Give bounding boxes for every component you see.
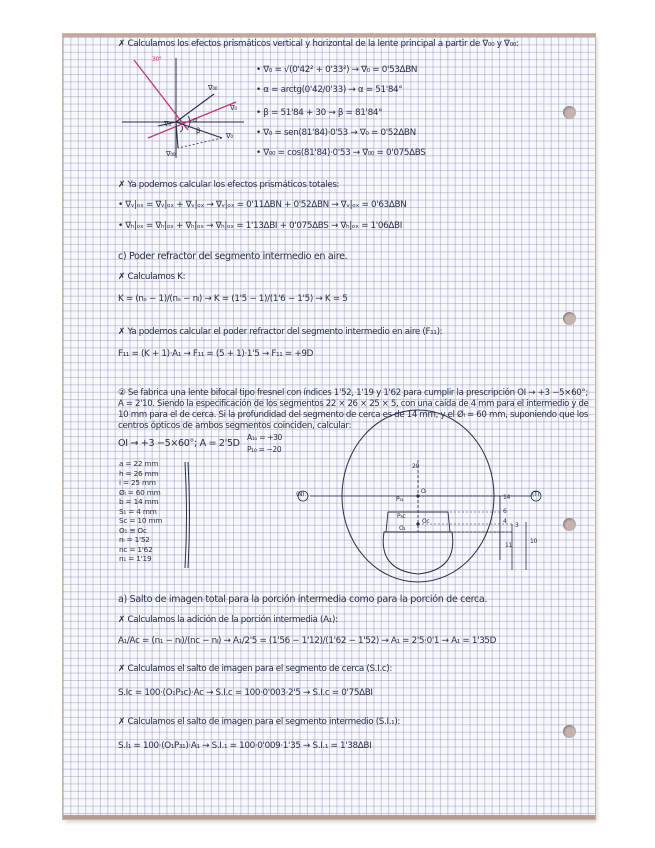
diagram-label: (T): [532, 491, 540, 498]
problem-statement: A = 2'10. Siendo la especificación de los segmentos 22 × 26 × 25 × 5, con una caída de 4 mm para el intermedio y de: [118, 399, 589, 409]
diagram-label: ∇₀₀: [166, 150, 176, 158]
note-line: ✗ Ya podemos calcular los efectos prismáticos totales:: [118, 180, 340, 190]
note-line: ✗ Calculamos el salto de imagen para el segmento intermedio (S.I.₁):: [118, 717, 401, 727]
binder-hole: [563, 725, 576, 738]
note-line: • α = arctg(0'42/0'33) → α = 51'84°: [256, 85, 403, 95]
problem-statement: 10 mm para el de cerca. Si la profundidad del segmento de cerca es de 14 mm, y el Øₗ = 60 mm, suponiendo que los: [118, 410, 588, 420]
problem-statement: centros ópticos de ambos segmentos coinciden, calcular:: [118, 421, 352, 431]
variable-item: b = 14 mm: [119, 497, 159, 506]
note-line: • ∇₀₀ = cos(81'84)·0'53 → ∇₀₀ = 0'075ΔBS: [256, 148, 426, 158]
binder-hole: [563, 518, 576, 531]
note-line: A₁/Aᴄ = (n₁ − nₗ)/(nᴄ − nₗ) → A₁/2'5 = (1'56 − 1'12)/(1'62 − 1'52) → A₁ = 2'5·0'1 → A₁ = 1'35D: [118, 636, 497, 646]
binder-hole: [563, 312, 576, 325]
variable-item: n₁ = 1'19: [119, 554, 152, 563]
dimension-label: 10: [530, 538, 537, 545]
bracket-lines: [182, 460, 192, 570]
note-line: S.Iᴄ = 100·(O₁P₃ᴄ)·Aᴄ → S.I.ᴄ = 100·0'003·2'5 → S.I.ᴄ = 0'75ΔBI: [118, 688, 373, 698]
note-line: K = (nₛ − 1)/(nₛ − nₗ) → K = (1'5 − 1)/(1'6 − 1'5) → K = 5: [118, 294, 348, 304]
note-line: • ∇₀ = sen(81'84)·0'53 → ∇₀ = 0'52ΔBN: [256, 128, 416, 138]
note-line: • β = 51'84 + 30 → β = 81'84°: [256, 108, 383, 118]
diagram-label: ∇₀: [230, 104, 237, 112]
diagram-label: α: [193, 116, 198, 124]
prism-note: A₁ₒ = +30: [247, 433, 282, 442]
note-line: ✗ Calculamos K:: [118, 272, 186, 282]
diagram-label: Oₗ: [421, 488, 427, 495]
variable-item: Sᴄ = 10 mm: [119, 516, 163, 525]
note-line: ✗ Ya podemos calcular el poder refractor del segmento intermedio en aire (F₁₁):: [118, 327, 443, 337]
diagram-label: β: [196, 127, 201, 135]
prescription: OI → +3 −5×60°; A = 2'5D: [118, 438, 240, 449]
diagram-label: ∇₀: [164, 120, 171, 128]
note-line: ✗ Calculamos la adición de la porción intermedia (A₁):: [118, 615, 338, 625]
diagram-label: 30°: [152, 56, 162, 63]
variable-item: nₗ = 1'52: [119, 535, 150, 544]
bifocal-lens-diagram: [300, 420, 560, 600]
note-line: • ∇₀ = √(0'42² + 0'33²) → ∇₀ = 0'53ΔBN: [256, 65, 418, 75]
prism-vector-diagram: [118, 52, 248, 162]
variable-item: Øₗ = 60 mm: [119, 487, 161, 497]
note-line: ✗ Calculamos el salto de imagen para el segmento de cerca (S.I.ᴄ):: [118, 664, 393, 674]
diagram-label: (N): [296, 491, 305, 498]
variable-item: O₁ ≡ Oᴄ: [119, 525, 147, 535]
diagram-label: ∇₀: [226, 132, 233, 140]
diagram-label: Oᴄ: [422, 518, 430, 525]
section-heading: a) Salto de imagen total para la porción intermedia como para la porción de cerca.: [118, 594, 488, 605]
variable-item: h = 26 mm: [119, 468, 159, 478]
diagram-label: P₃₁: [396, 496, 404, 503]
variable-item: S₁ = 4 mm: [119, 506, 157, 516]
diagram-label: O₁: [399, 525, 406, 532]
diagram-label: ∇₀₀: [208, 84, 218, 92]
variables-list: [119, 459, 189, 564]
note-line: F₁₁ = (K + 1)·A₁ → F₁₁ = (5 + 1)·1'5 → F₁₁ = +9D: [118, 349, 314, 359]
binder-hole: [563, 106, 576, 119]
problem-statement: ② Se fabrica una lente bifocal tipo fresnel con índices 1'52, 1'19 y 1'62 para cumplir la prescripción OI → +3 −5×60°;: [118, 388, 588, 398]
dimension-label: 11: [505, 542, 512, 549]
section-heading: c) Poder refractor del segmento intermedio en aire.: [118, 251, 348, 262]
diagram-label: P₃ᴄ: [397, 513, 406, 520]
note-line: ✗ Calculamos los efectos prismáticos vertical y horizontal de la lente principal a partir de ∇₀₀ y ∇₀₀:: [118, 39, 519, 49]
dimension-label: 3: [515, 522, 519, 529]
prism-note: P₁₀ = −20: [247, 445, 282, 454]
dimension-label: 4: [503, 518, 507, 525]
note-line: S.I₁ = 100·(O₁P₃₁)·A₁ → S.I.₁ = 100·0'009·1'35 → S.I.₁ = 1'38ΔBI: [118, 741, 372, 751]
note-line: • ∇ₕ|ₒₓ = ∇ₕ|ₒₓ + ∇ₕ|ₒₓ → ∇ₕ|ₒₓ = 1'13ΔBI + 0'075ΔBS → ∇ₕ|ₒₓ = 1'06ΔBI: [118, 221, 402, 231]
dimension-label: 6: [503, 508, 507, 515]
note-line: • ∇ᵥ|ₒₓ = ∇ᵥ|ₒₓ + ∇ᵥ|ₒₓ → ∇ᵥ|ₒₓ = 0'11ΔBN + 0'52ΔBN → ∇ᵥ|ₒₓ = 0'63ΔBN: [118, 200, 407, 210]
dimension-label: 14: [503, 494, 510, 501]
diagram-label: 20: [412, 463, 419, 470]
variable-item: a = 22 mm: [119, 459, 159, 468]
variable-item: i = 25 mm: [119, 478, 156, 487]
variable-item: nᴄ = 1'62: [119, 544, 153, 554]
